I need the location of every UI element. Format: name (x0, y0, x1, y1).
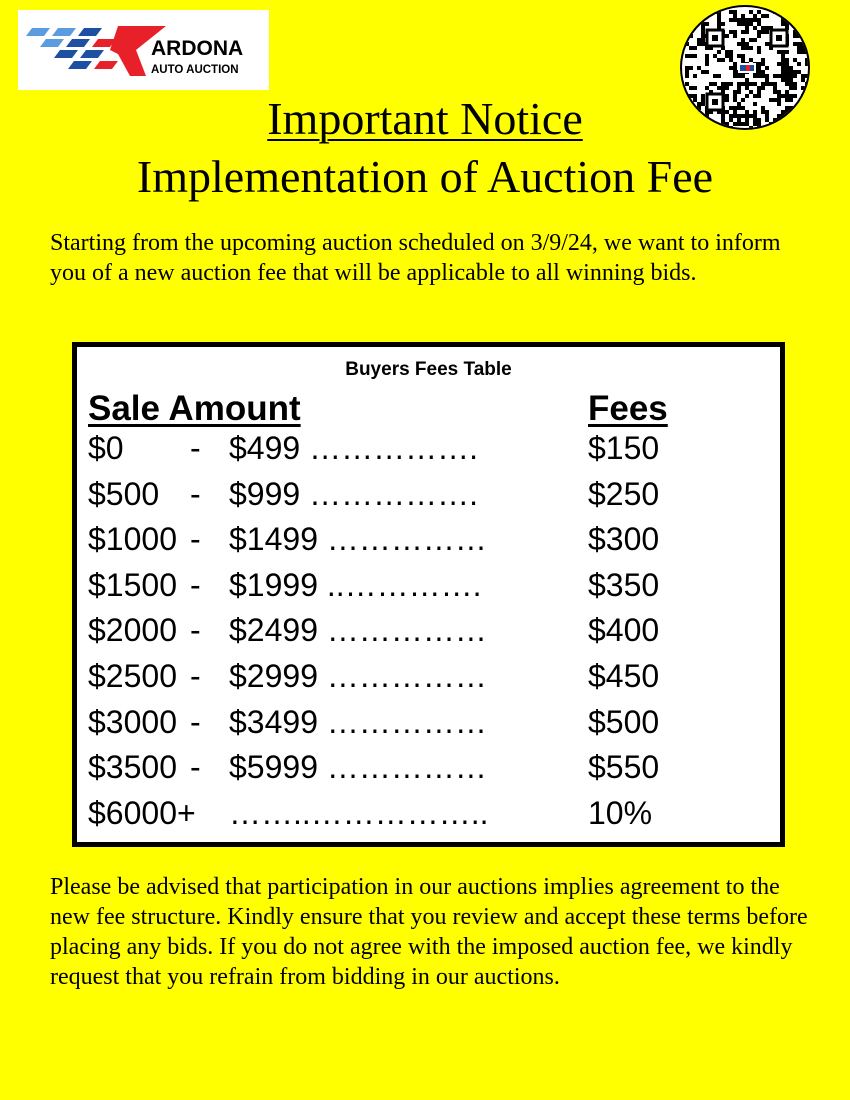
header-fees: Fees (588, 389, 668, 428)
range-from: $3000 (88, 703, 177, 740)
fee-value: $150 (588, 430, 660, 466)
range-to: $1999 ..…………. (229, 566, 482, 603)
range-to: $499 ……………. (229, 430, 478, 466)
range-to: $5999 …………… (229, 749, 487, 786)
logo-subtitle: AUTO AUCTION (151, 64, 239, 76)
fee-value: $500 (588, 703, 660, 740)
range-to: $1499 …………… (229, 521, 487, 558)
range-to: $999 ……………. (229, 475, 478, 512)
range-from: $1500 (88, 566, 177, 603)
range-to: $2999 …………… (229, 658, 487, 694)
fee-value: $550 (588, 749, 660, 786)
table-row (77, 476, 780, 521)
page-title: Important Notice (267, 93, 583, 144)
range-dash: - (190, 566, 201, 603)
table-row (77, 612, 780, 657)
range-dash: - (190, 749, 201, 786)
company-logo (18, 10, 269, 90)
table-row (77, 430, 780, 475)
fee-value: $350 (588, 566, 660, 603)
intro-paragraph: Starting from the upcoming auction scheduled on 3/9/24, we want to inform you of a new auction fee that will be applicable to all winning bids. (50, 230, 781, 286)
fee-value: $400 (588, 612, 660, 649)
range-from: $6000+ (88, 794, 196, 831)
range-dash: - (190, 430, 201, 466)
logo-brand: ARDONA (151, 37, 244, 60)
range-from: $3500 (88, 749, 177, 786)
table-caption: Buyers Fees Table (345, 359, 512, 380)
table-row (77, 567, 780, 612)
range-from: $1000 (88, 521, 177, 558)
table-row (77, 795, 780, 840)
table-row (77, 704, 780, 749)
table-row (77, 749, 780, 794)
range-dash: - (190, 475, 201, 512)
range-from: $2500 (88, 658, 177, 694)
range-to: ……..…………….. (229, 794, 489, 831)
range-dash: - (190, 521, 201, 558)
closing-paragraph: Please be advised that participation in our auctions implies agreement to the new fee structure. Kindly ensure that you review and accept these terms before placing any bids. If you do not agree with the imposed auction fee, we kindly request that you refrain from bidding in our auctions. (50, 874, 808, 990)
table-row (77, 658, 780, 703)
fee-value: $250 (588, 475, 660, 512)
range-dash: - (190, 612, 201, 649)
range-from: $500 (88, 475, 160, 512)
page-subtitle: Implementation of Auction Fee (136, 151, 714, 202)
fee-value: 10% (588, 794, 653, 831)
fee-value: $450 (588, 658, 660, 694)
range-from: $0 (88, 430, 124, 466)
range-dash: - (190, 703, 201, 740)
buyers-fees-table (72, 342, 785, 847)
range-to: $3499 …………… (229, 703, 487, 740)
range-from: $2000 (88, 612, 177, 649)
table-row (77, 521, 780, 566)
header-sale-amount: Sale Amount (88, 389, 301, 428)
fee-value: $300 (588, 521, 660, 558)
range-dash: - (190, 658, 201, 694)
range-to: $2499 …………… (229, 612, 487, 649)
